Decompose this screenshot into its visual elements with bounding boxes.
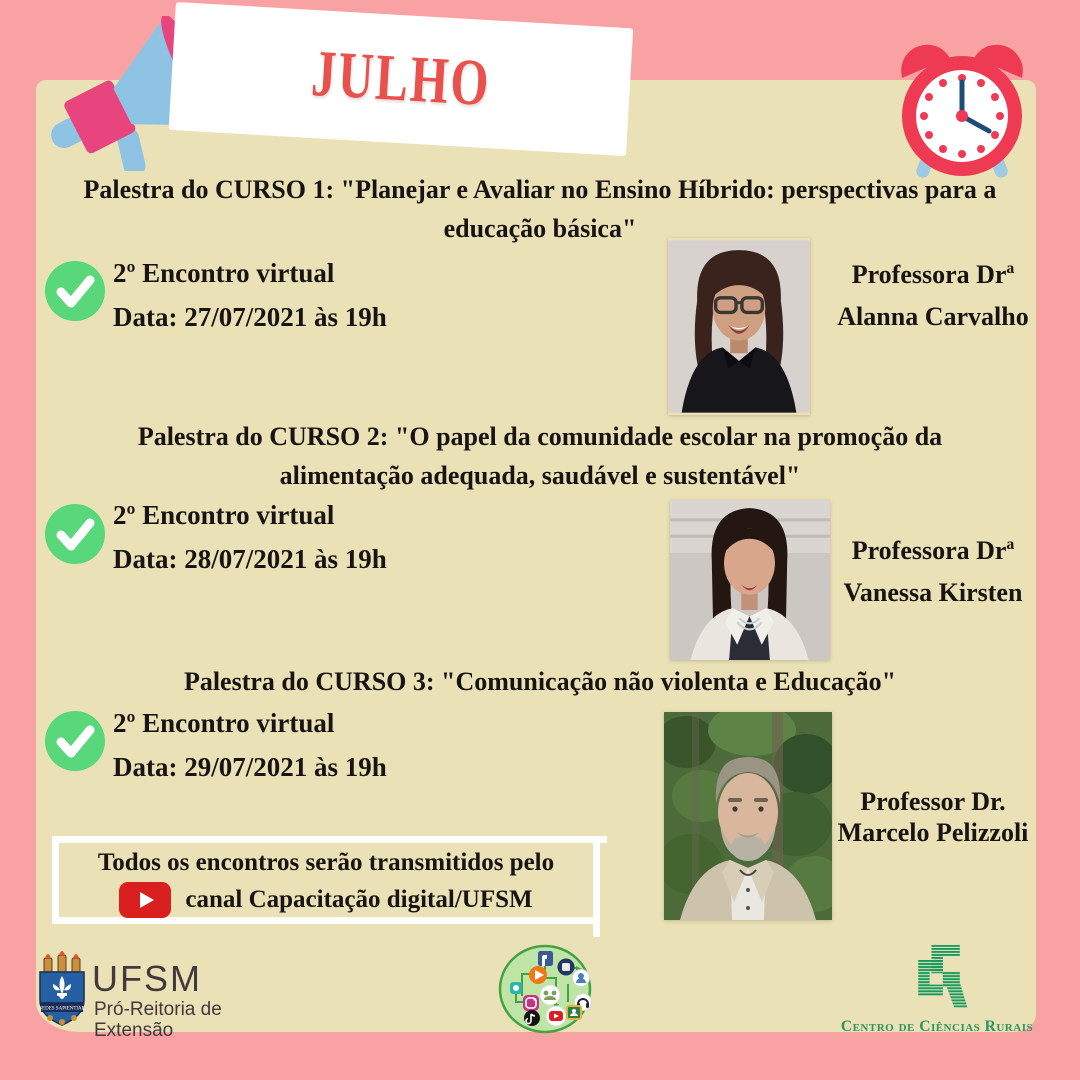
ccr-label: Centro de Ciências Rurais bbox=[840, 1018, 1034, 1035]
ufsm-department-line2: Extensão bbox=[94, 1020, 174, 1042]
broadcast-line2: canal Capacitação digital/UFSM bbox=[185, 886, 533, 913]
month-banner bbox=[169, 2, 634, 156]
date-label-3: Data: 29/07/2021 às 19h bbox=[113, 752, 387, 782]
speaker-name: Vanessa Kirsten bbox=[843, 577, 1023, 607]
speaker-title: Professor Dr. bbox=[860, 787, 1006, 816]
speaker-photo-marcelo bbox=[664, 712, 832, 920]
meeting-label-2: 2º Encontro virtual bbox=[113, 500, 335, 530]
portrait-illustration bbox=[664, 712, 832, 920]
lecture-title-2: Palestra do CURSO 2: "O papel da comunidade escolar na promoção da alimentação adequada, saudável e sustentável" bbox=[137, 422, 943, 490]
lecture-title-1: Palestra do CURSO 1: "Planejar e Avaliar no Ensino Híbrido: perspectivas para a educação básica" bbox=[83, 175, 997, 243]
ufsm-department-line1: Pró-Reitoria de bbox=[94, 999, 222, 1020]
speaker-title: Professora Drª bbox=[851, 260, 1015, 289]
speaker-block-2 bbox=[826, 530, 1040, 613]
broadcast-line1: Todos os encontros serão transmitidos pelo bbox=[97, 849, 555, 876]
speaker-block-3 bbox=[820, 786, 1046, 848]
meeting-label-3: 2º Encontro virtual bbox=[113, 708, 335, 738]
ccr-monogram-icon bbox=[905, 942, 975, 1014]
date-label-2: Data: 28/07/2021 às 19h bbox=[113, 544, 387, 574]
month-title: JULHO bbox=[309, 36, 493, 121]
ufsm-motto: SEDES SAPIENTIAE bbox=[39, 1006, 85, 1012]
ufsm-acronym: UFSM bbox=[92, 958, 202, 999]
speaker-photo-alanna bbox=[668, 238, 810, 415]
check-icon bbox=[44, 260, 106, 322]
meeting-label-1: 2º Encontro virtual bbox=[113, 258, 335, 288]
speaker-name: Marcelo Pelizzoli bbox=[837, 818, 1029, 848]
check-icon bbox=[44, 710, 106, 772]
portrait-illustration bbox=[670, 500, 830, 660]
alarm-clock-icon bbox=[878, 28, 1046, 180]
ufsm-crest-icon bbox=[36, 950, 88, 1030]
social-network-icon bbox=[498, 944, 592, 1034]
broadcast-box bbox=[52, 843, 593, 924]
portrait-illustration bbox=[668, 238, 810, 415]
speaker-photo-vanessa bbox=[670, 500, 830, 660]
speaker-name: Alanna Carvalho bbox=[837, 301, 1029, 331]
check-icon bbox=[44, 503, 106, 565]
ufsm-department bbox=[94, 999, 222, 1042]
speaker-block-1 bbox=[826, 254, 1040, 337]
lecture-title-3: Palestra do CURSO 3: "Comunicação não violenta e Educação" bbox=[183, 667, 897, 696]
youtube-icon bbox=[119, 882, 171, 918]
date-label-1: Data: 27/07/2021 às 19h bbox=[113, 302, 387, 332]
speaker-title: Professora Drª bbox=[851, 536, 1015, 565]
